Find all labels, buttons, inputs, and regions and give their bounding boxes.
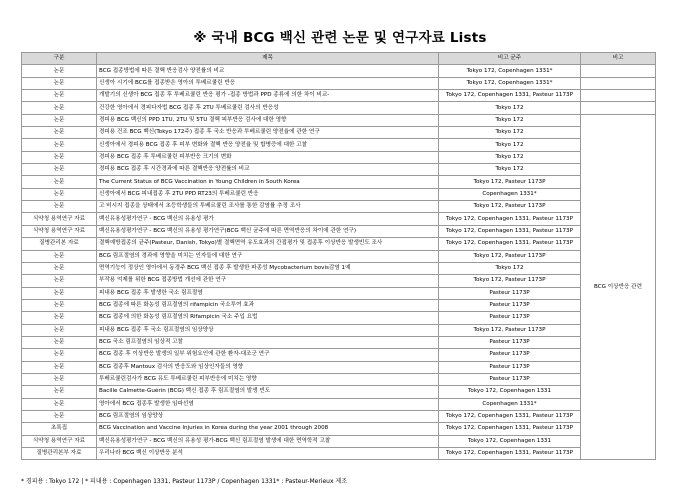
- table-row: [22, 238, 656, 250]
- row-title: 결핵예방접종의 균주(Pasteur, Danish, Tokyo)별 결핵면역 유도효과의 간접평가 및 접종후 이상반응 발생빈도 조사: [97, 238, 439, 250]
- row-title: 투베르쿨린검사가 BCG 유도 투베르쿨린 피부반응에 미치는 영향: [97, 373, 439, 385]
- table-row: [22, 139, 656, 151]
- row-strain: Pasteur 1173P: [439, 287, 581, 299]
- row-strain: Tokyo 172, Copenhagen 1331*: [439, 77, 581, 89]
- row-category: 질병관리본 자료: [22, 238, 97, 250]
- row-title: BCG Vaccination and Vaccine Injuries in Korea during the year 2001 through 2008: [97, 423, 439, 435]
- row-title: 우리나라 BCG 백신 이상반응 분석: [97, 448, 439, 460]
- table-row: [22, 188, 656, 200]
- row-strain: Pasteur 1173P: [439, 349, 581, 361]
- row-strain: Tokyo 172, Copenhagen 1331, Pasteur 1173P: [439, 213, 581, 225]
- row-strain: Tokyo 172: [439, 164, 581, 176]
- row-strain: Tokyo 172, Copenhagen 1331, Pasteur 1173P: [439, 448, 581, 460]
- row-category: 식약청 용역연구 자료: [22, 435, 97, 447]
- row-category: 논문: [22, 127, 97, 139]
- row-strain: Tokyo 172: [439, 139, 581, 151]
- row-title: 면역기능이 정상인 영아에서 동경주 BCG 백신 접종 후 발생한 파종성 Mycobacterium bovis감염 1예: [97, 262, 439, 274]
- table-row: [22, 287, 656, 299]
- row-category: 논문: [22, 299, 97, 311]
- table-row: [22, 299, 656, 311]
- row-title: 신생아에서 경피용 BCG 접종 후 피부 변화와 결핵 반응 양전율 및 합병증에 대한 고찰: [97, 139, 439, 151]
- table-row: [22, 275, 656, 287]
- row-category: 논문: [22, 336, 97, 348]
- row-remark: [581, 102, 656, 114]
- row-strain: Tokyo 172, Copenhagen 1331, Pasteur 1173P: [439, 225, 581, 237]
- row-category: 논문: [22, 324, 97, 336]
- row-strain: Tokyo 172, Copenhagen 1331*: [439, 65, 581, 77]
- header-remark: 비고: [581, 53, 656, 65]
- row-title: 백신유용성평가연구 - BCG 백신의 유용성 평가: [97, 213, 439, 225]
- row-remark: [581, 90, 656, 102]
- row-strain: Copenhagen 1331*: [439, 188, 581, 200]
- row-title: BCG 림프절염의 경과에 영향을 미치는 인자들에 대한 연구: [97, 250, 439, 262]
- table-row: [22, 164, 656, 176]
- table-row: [22, 225, 656, 237]
- row-title: BCG 접종방법에 따른 결핵 반응검사 양전률의 비교: [97, 65, 439, 77]
- row-strain: Pasteur 1173P: [439, 312, 581, 324]
- row-title: 건강한 영아에서 경피다자법 BCG 접종 후 2TU 투베르쿨린 검사의 반응성: [97, 102, 439, 114]
- row-strain: Tokyo 172: [439, 151, 581, 163]
- row-category: 식약청 용역연구 자료: [22, 213, 97, 225]
- row-title: 경피용 BCG 접종 후 시간경과에 따른 결핵반응 양전률의 비교: [97, 164, 439, 176]
- row-strain: Tokyo 172, Copenhagen 1331: [439, 435, 581, 447]
- table-row: [22, 102, 656, 114]
- row-category: 논문: [22, 398, 97, 410]
- row-title: 피내용 BCG 접종 후 발생한 국소 림프절염: [97, 287, 439, 299]
- table-row: [22, 262, 656, 274]
- row-strain: Pasteur 1173P: [439, 299, 581, 311]
- row-title: 경피용 건조 BCG 백신(Tokyo 172주) 접종 후 국소 반응과 투베르쿨린 양전율에 관한 연구: [97, 127, 439, 139]
- table-row: [22, 448, 656, 460]
- row-strain: Tokyo 172, Copenhagen 1331, Pasteur 1173P: [439, 410, 581, 422]
- row-category: 질병관리본부 자료: [22, 448, 97, 460]
- table-row: [22, 114, 656, 126]
- row-title: BCG 접종에 의한 화농성 림프절염의 Rifampicin 국소 주입 요법: [97, 312, 439, 324]
- row-strain: Copenhagen 1331*: [439, 398, 581, 410]
- row-strain: Tokyo 172: [439, 114, 581, 126]
- row-strain: Tokyo 172, Pasteur 1173P: [439, 275, 581, 287]
- row-title: BCG 접종 후 이상반응 발생의 일부 위험요인에 관한 환자-대조군 연구: [97, 349, 439, 361]
- table-row: [22, 324, 656, 336]
- row-title: 영아에서 BCG 접종후 발생한 임파선염: [97, 398, 439, 410]
- row-title: 백신유용성평가연구 - BCG 백신의 유용성 평가연구(BCG 백신 균주에 따른 면역반응의 차이에 관한 연구): [97, 225, 439, 237]
- row-category: 논문: [22, 188, 97, 200]
- table-row: [22, 90, 656, 102]
- row-strain: Tokyo 172: [439, 127, 581, 139]
- row-title: BCG 림프절염의 임상양상: [97, 410, 439, 422]
- table-row: [22, 127, 656, 139]
- row-strain: Tokyo 172, Copenhagen 1331, Pasteur 1173P: [439, 238, 581, 250]
- row-strain: Tokyo 172: [439, 262, 581, 274]
- row-strain: Pasteur 1173P: [439, 336, 581, 348]
- row-category: 논문: [22, 386, 97, 398]
- page-title: ※ 국내 BCG 백신 관련 논문 및 연구자료 Lists: [193, 30, 487, 46]
- remark-merged-cell: BCG 이상반응 관련: [581, 114, 656, 460]
- row-strain: Tokyo 172, Pasteur 1173P: [439, 324, 581, 336]
- row-category: 논문: [22, 262, 97, 274]
- row-title: 경피용 BCG 접종 후 투베르쿨린 피부반응 크기의 변화: [97, 151, 439, 163]
- table-row: [22, 151, 656, 163]
- row-category: 논문: [22, 139, 97, 151]
- row-category: 식약청 용역연구 자료: [22, 225, 97, 237]
- row-strain: Tokyo 172: [439, 102, 581, 114]
- row-strain: Tokyo 172, Pasteur 1173P: [439, 201, 581, 213]
- row-title: 피내용 BCG 접종 후 국소 림프절염의 임상양상: [97, 324, 439, 336]
- row-category: 논문: [22, 275, 97, 287]
- row-category: 논문: [22, 65, 97, 77]
- table-row: [22, 373, 656, 385]
- row-category: 논문: [22, 176, 97, 188]
- row-category: 논문: [22, 102, 97, 114]
- row-strain: Tokyo 172, Pasteur 1173P: [439, 176, 581, 188]
- row-strain: Tokyo 172, Copenhagen 1331, Pasteur 1173P: [439, 423, 581, 435]
- table-row: [22, 410, 656, 422]
- header-strain: 비고 균주: [439, 53, 581, 65]
- row-title: BCG 접종후 Mantoux 검사의 반응도와 임상인자들의 영향: [97, 361, 439, 373]
- row-strain: Pasteur 1173P: [439, 361, 581, 373]
- row-strain: Pasteur 1173P: [439, 373, 581, 385]
- table-row: [22, 176, 656, 188]
- row-title: The Current Status of BCG Vaccination in Young Children in South Korea: [97, 176, 439, 188]
- table-row: [22, 201, 656, 213]
- row-title: 개발기의 신생아 BCG 접종 후 투베르쿨린 반응 평가 -접종 방법과 PPD 종류에 의한 차이 비교-: [97, 90, 439, 102]
- row-title: 신생아에서 BCG 피내접종 후 2TU PPD RT23의 투베르쿨린 반응: [97, 188, 439, 200]
- row-category: 논문: [22, 349, 97, 361]
- row-title: 백신유용성평가연구 - BCG 백신의 유용성 평가-BCG 백신 림프절염 발생에 대한 면역학적 고찰: [97, 435, 439, 447]
- table-body: [22, 65, 656, 460]
- table-row: [22, 312, 656, 324]
- footnote: * 경피용 : Tokyo 172 | * 피내용 : Copenhagen 1331, Pasteur 1173P / Copenhagen 1331* : Pasteur-Merieux 제조: [21, 478, 348, 485]
- row-category: 논문: [22, 361, 97, 373]
- row-title: BCG 접종에 따른 화농성 림프절염의 rifampicin 국소투여 효과: [97, 299, 439, 311]
- row-title: 신생아 시기에 BCG를 접종받은 영아의 투베르쿨린 반응: [97, 77, 439, 89]
- row-category: 논문: [22, 250, 97, 262]
- row-category: 논문: [22, 164, 97, 176]
- table-row: [22, 398, 656, 410]
- row-title: Bacille Calmette-Guérin (BCG) 백신 접종 후 림프절염의 발생 빈도: [97, 386, 439, 398]
- row-category: 논문: [22, 114, 97, 126]
- table-row: [22, 435, 656, 447]
- row-category: 논문: [22, 90, 97, 102]
- row-category: 논문: [22, 373, 97, 385]
- table-row: [22, 250, 656, 262]
- table-row: [22, 336, 656, 348]
- row-category: 논문: [22, 287, 97, 299]
- header-category: 구분: [22, 53, 97, 65]
- row-title: 부작용 억제를 위한 BCG 접종방법 개선에 관한 연구: [97, 275, 439, 287]
- row-strain: Tokyo 172, Copenhagen 1331: [439, 386, 581, 398]
- table-row: [22, 349, 656, 361]
- row-category: 논문: [22, 77, 97, 89]
- row-strain: Tokyo 172, Pasteur 1173P: [439, 250, 581, 262]
- table-row: [22, 213, 656, 225]
- references-table: [21, 52, 656, 460]
- row-strain: Tokyo 172, Copenhagen 1331, Pasteur 1173P: [439, 90, 581, 102]
- row-title: BCG 국소 림프절염의 임상적 고찰: [97, 336, 439, 348]
- row-category: 논문: [22, 312, 97, 324]
- row-title: 경피용 BCG 백신의 PPD 1TU, 2TU 및 5TU 결핵 피부반응 검사에 대한 영향: [97, 114, 439, 126]
- row-title: 고 비시지 접종을 상태에서 초등학생들의 투베르쿨린 조사를 통한 감염률 추정 조사: [97, 201, 439, 213]
- table-header-row: [22, 53, 656, 65]
- row-category: 초록집: [22, 423, 97, 435]
- table-row: [22, 423, 656, 435]
- table-row: [22, 77, 656, 89]
- header-title: 제목: [97, 53, 439, 65]
- row-remark: [581, 65, 656, 77]
- row-remark: [581, 77, 656, 89]
- table-row: [22, 65, 656, 77]
- table-row: [22, 361, 656, 373]
- row-category: 논문: [22, 151, 97, 163]
- row-category: 논문: [22, 410, 97, 422]
- table-row: [22, 386, 656, 398]
- row-category: 논문: [22, 201, 97, 213]
